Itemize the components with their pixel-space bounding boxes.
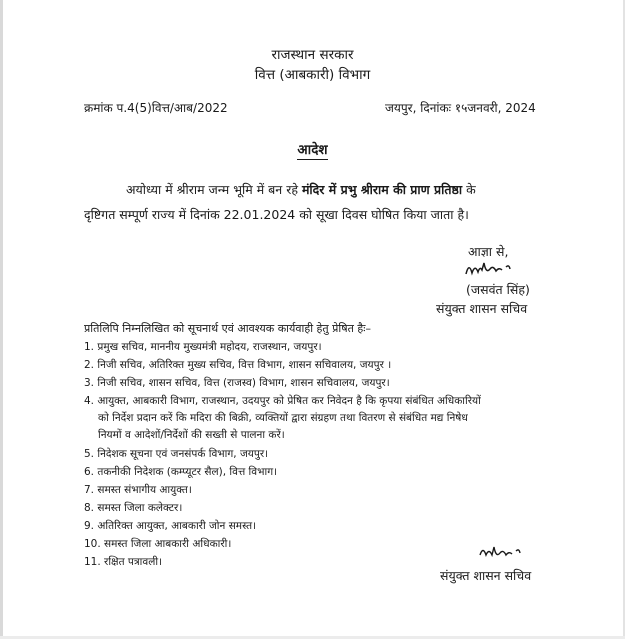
signatory-name: (जसवंत सिंह) (466, 282, 530, 297)
place-date: जयपुर, दिनांकः १५जनवरी, 2024 (385, 101, 536, 115)
reference-number: क्रमांक प.4(5)वित्त/आब/2022 (84, 101, 228, 115)
copy-item-1: 1. प्रमुख सचिव, माननीय मुख्यमंत्री महोदय, राजस्थान, जयपुर। (84, 341, 322, 353)
order-text-post: के (466, 182, 476, 197)
copy-intro: प्रतिलिपि निम्नलिखित को सूचनार्थ एवं आवश्यक कार्यवाही हेतु प्रेषित हैः– (84, 322, 371, 335)
signature-mark-top (463, 258, 533, 282)
government-header: राजस्थान सरकार (271, 47, 354, 63)
copy-item-4: 4. आयुक्त, आबकारी विभाग, राजस्थान, उदयपुर को प्रेषित कर निवेदन है कि कृपया संबंधित अधिकारियों (84, 395, 481, 407)
copy-item-2: 2. निजी सचिव, अतिरिक्त मुख्य सचिव, वित्त विभाग, शासन सचिवालय, जयपुर । (84, 359, 392, 371)
copy-item-4-cont-1: को निर्देश प्रदान करें कि मदिरा की बिक्री, व्यक्तियों द्वारा संग्रहण तथा वितरण से संबंधित मद्य निषेध (98, 412, 468, 424)
copy-item-5: 5. निदेशक सूचना एवं जनसंपर्क विभाग, जयपुर। (84, 448, 269, 460)
copy-item-3: 3. निजी सचिव, शासन सचिव, वित्त (राजस्व) विभाग, शासन सचिवालय, जयपुर। (84, 377, 390, 389)
document-title-text: आदेश (297, 142, 328, 158)
footer-designation: संयुक्त शासन सचिव (440, 568, 532, 583)
signatory-designation: संयुक्त शासन सचिव (436, 301, 528, 316)
copy-item-10: 10. समस्त जिला आबकारी अधिकारी। (84, 538, 232, 550)
copy-item-11: 11. रक्षित पत्रावली। (84, 556, 163, 568)
page-edge-left (0, 0, 3, 639)
order-text-line-2: दृष्टिगत सम्पूर्ण राज्य में दिनांक 22.01.2024 को सूखा दिवस घोषित किया जाता है। (84, 207, 469, 222)
order-text-line-1 (126, 181, 476, 198)
order-text-pre: अयोध्या में श्रीराम जन्म भूमि में बन रहे (126, 182, 298, 197)
order-text-bold: मंदिर में प्रभु श्रीराम की प्राण प्रतिष्ठा (301, 182, 463, 197)
copy-item-4-cont-2: नियमों व आदेशों/निर्देशों की सख्ती से पालना करें। (98, 429, 285, 441)
copy-item-8: 8. समस्त जिला कलेक्टर। (84, 502, 183, 514)
copy-item-9: 9. अतिरिक्त आयुक्त, आबकारी जोन समस्त। (84, 520, 257, 532)
copy-item-7: 7. समस्त संभागीय आयुक्त। (84, 484, 192, 496)
signature-mark-bottom (477, 543, 537, 565)
department-header: वित्त (आबकारी) विभाग (254, 67, 371, 83)
by-order-label: आज्ञा से, (468, 244, 509, 259)
copy-item-6: 6. तकनीकी निदेशक (कम्प्यूटर सैल), वित्त विभाग। (84, 466, 278, 478)
document-title (0, 140, 625, 158)
